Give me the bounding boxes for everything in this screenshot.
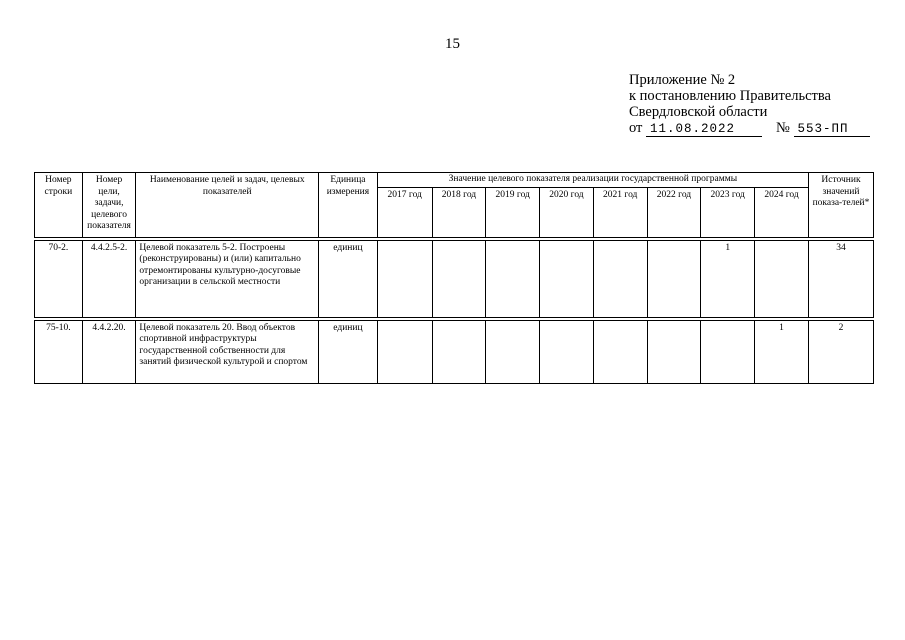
cell-value [486, 240, 540, 317]
cell-value [593, 240, 647, 317]
cell-unit: единиц [319, 320, 378, 383]
cell-row-number: 75-10. [35, 320, 83, 383]
cell-value: 1 [755, 320, 809, 383]
page-number: 15 [445, 36, 460, 52]
header-goal-number: Номер цели, задачи, целевого показателя [82, 173, 136, 238]
target-indicators-table [34, 172, 874, 384]
cell-goal-number: 4.4.2.20. [82, 320, 136, 383]
cell-value [377, 320, 432, 383]
header-year: 2019 год [486, 187, 540, 237]
cell-value: 1 [701, 240, 755, 317]
cell-value [647, 240, 701, 317]
header-unit: Единица измерения [319, 173, 378, 238]
date-prefix: от [629, 120, 643, 136]
appendix-resolution-line: к постановлению Правительства [629, 88, 831, 104]
header-year: 2017 год [377, 187, 432, 237]
appendix-header [629, 72, 889, 137]
cell-source: 34 [808, 240, 873, 317]
header-year: 2020 год [540, 187, 594, 237]
appendix-title: Приложение № 2 [629, 72, 736, 88]
header-row-number: Номер строки [35, 173, 83, 238]
resolution-date: 11.08.2022 [646, 123, 762, 137]
cell-value [540, 320, 594, 383]
cell-value [647, 320, 701, 383]
cell-name: Целевой показатель 20. Ввод объектов спортивной инфраструктуры государственной собственности для занятий физической культурой и спортом [136, 320, 319, 383]
header-year: 2022 год [647, 187, 701, 237]
cell-value [432, 240, 486, 317]
header-source: Источник значений показа-телей* [808, 173, 873, 238]
resolution-number: 553-ПП [794, 123, 870, 137]
cell-value [540, 240, 594, 317]
cell-row-number: 70-2. [35, 240, 83, 317]
header-year: 2021 год [593, 187, 647, 237]
cell-name: Целевой показатель 5-2. Построены (реконструированы) и (или) капитально отремонтированы культурно-досуговые организации в сельской местности [136, 240, 319, 317]
cell-value [701, 320, 755, 383]
header-name: Наименование целей и задач, целевых показателей [136, 173, 319, 238]
appendix-date-line [629, 120, 889, 137]
cell-unit: единиц [319, 240, 378, 317]
number-prefix: № [776, 120, 790, 136]
cell-value [432, 320, 486, 383]
appendix-region-line: Свердловской области [629, 104, 768, 120]
cell-value [755, 240, 809, 317]
header-year: 2024 год [755, 187, 809, 237]
cell-source: 2 [808, 320, 873, 383]
header-values-group: Значение целевого показателя реализации государственной программы [377, 173, 808, 188]
cell-goal-number: 4.4.2.5-2. [82, 240, 136, 317]
header-year: 2023 год [701, 187, 755, 237]
header-year: 2018 год [432, 187, 486, 237]
table-row [35, 240, 874, 317]
cell-value [377, 240, 432, 317]
cell-value [593, 320, 647, 383]
cell-value [486, 320, 540, 383]
table-row [35, 320, 874, 383]
